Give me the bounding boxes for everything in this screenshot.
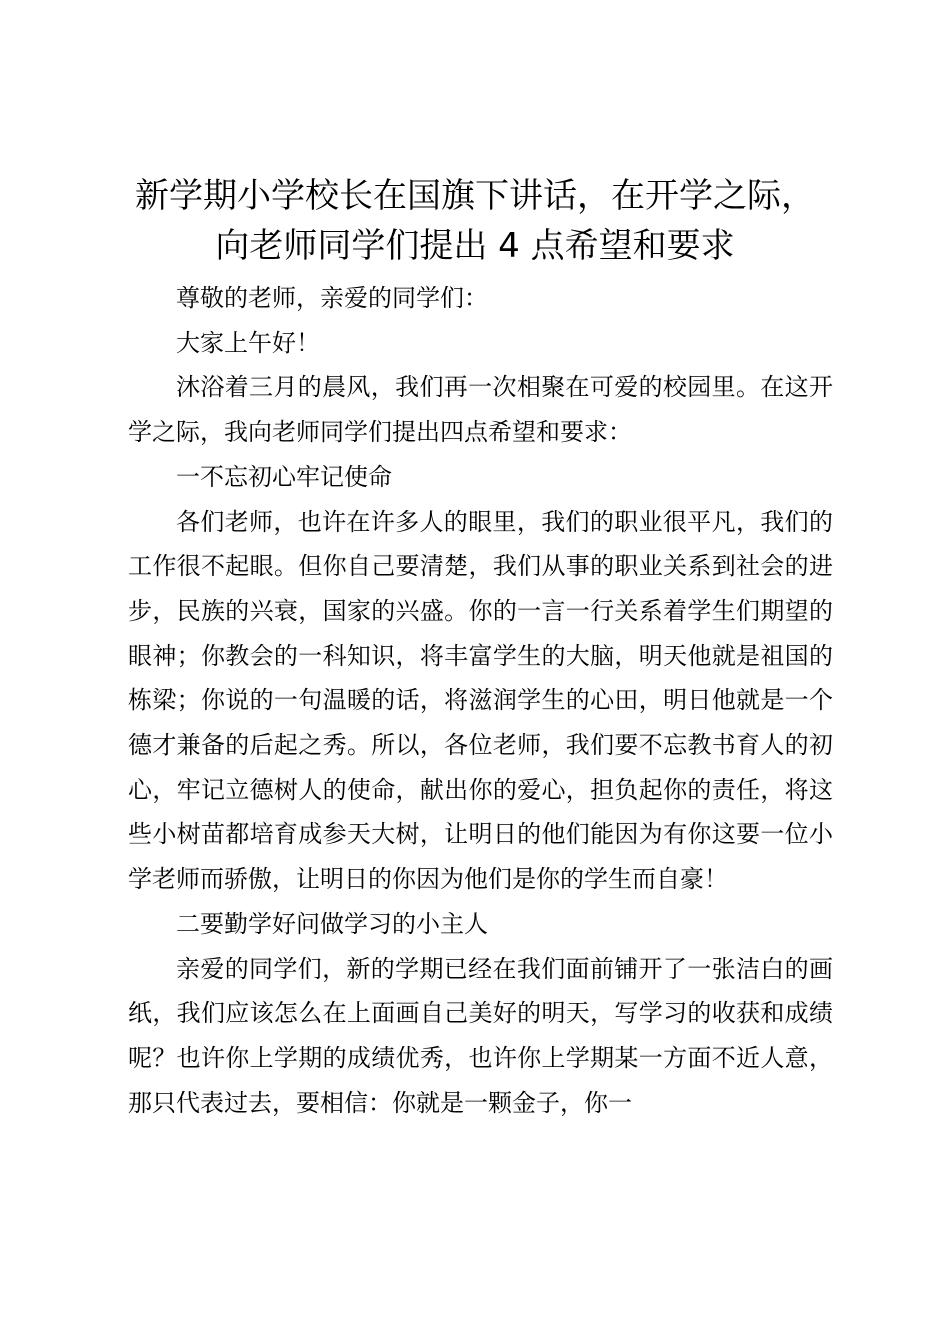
intro-paragraph: 沐浴着三月的晨风，我们再一次相聚在可爱的校园里。在这开学之际，我向老师同学们提出四点希望和要求： — [128, 373, 833, 447]
greeting: 大家上午好！ — [176, 328, 320, 357]
students-paragraph: 亲爱的同学们，新的学期已经在我们面前铺开了一张洁白的画纸，我们应该怎么在上面画自己美好的明天，写学习的收获和成绩呢？也许你上学期的成绩优秀，也许你上学期某一方面不近人意，那只代表过去，要相信：你就是一颗金子，你一 — [128, 954, 833, 1117]
salutation: 尊敬的老师，亲爱的同学们： — [176, 284, 488, 312]
teachers-paragraph: 各们老师，也许在许多人的眼里，我们的职业很平凡，我们的工作很不起眼。但你自己要清楚，我们从事的职业关系到社会的进步，民族的兴衰，国家的兴盛。你的一言一行关系着学生们期望的眼神；你教会的一科知识，将丰富学生的大脑，明天他就是祖国的栋梁；你说的一句温暖的话，将滋润学生的心田，明日他就是一个德才兼备的后起之秀。所以，各位老师，我们要不忘教书育人的初心，牢记立德树人的使命，献出你的爱心，担负起你的责任，将这些小树苗都培育成参天大树，让明日的他们能因为有你这要一位小学老师而骄傲，让明日的你因为他们是你的学生而自豪！ — [128, 507, 833, 894]
section-heading-2: 二要勤学好问做学习的小主人 — [176, 909, 488, 938]
document-title-line-2: 向老师同学们提出 4 点希望和要求 — [215, 226, 735, 266]
document-title-line-1: 新学期小学校长在国旗下讲话，在开学之际， — [135, 176, 815, 216]
document-body — [128, 276, 833, 1125]
section-heading-1: 一不忘初心牢记使命 — [176, 462, 392, 491]
